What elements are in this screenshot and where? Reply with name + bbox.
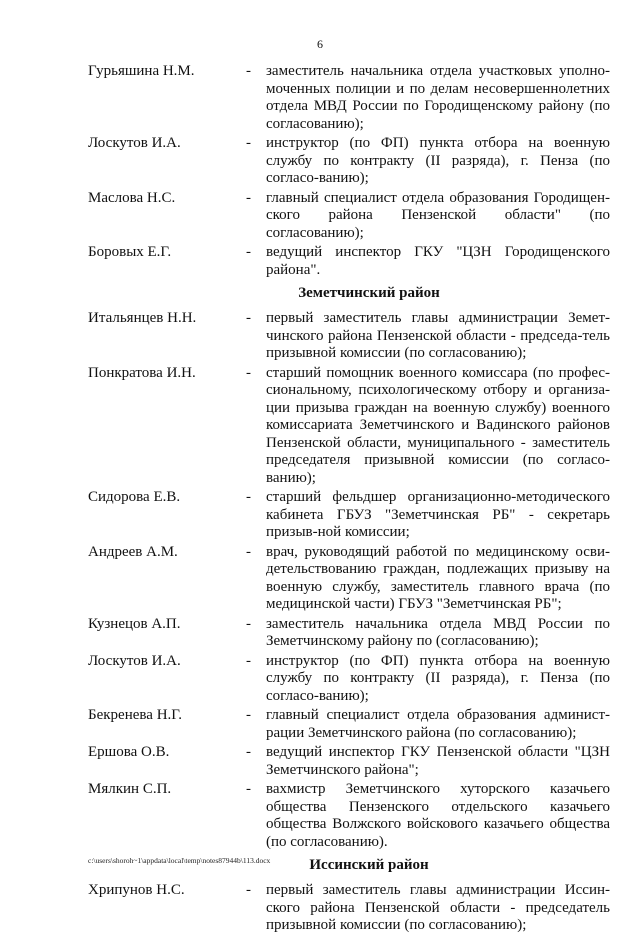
member-name: Кузнецов А.П.: [88, 615, 181, 632]
member-name: Гурьяшина Н.М.: [88, 63, 195, 79]
dash-separator: -: [246, 882, 251, 898]
member-position: старший фельдшер организационно-методического кабинета ГБУЗ "Земетчинская РБ" - секретарь призыв-ной комиссии;: [266, 489, 610, 540]
document-path-footer: c:\users\shoroh~1\appdata\local\temp\notes87944b\113.docx: [88, 856, 271, 865]
member-row: [88, 544, 610, 614]
member-row: [88, 616, 610, 651]
member-position: ведущий инспектор ГКУ "ЦЗН Городищенского района".: [266, 244, 610, 278]
member-row: [88, 653, 610, 706]
district-heading: Иссинский район: [309, 857, 429, 873]
member-row: [88, 190, 610, 243]
dash-separator: -: [246, 189, 251, 206]
member-position: старший помощник военного комиссара (по профес-сиональному, психологическому отбору и организа-ции призыва граждан на военную службу) военного комиссариата Земетчинского и Вадинского районов Пензенской области, муниципального - заместитель председателя призывной комиссии (по согласо-ванию);: [266, 364, 610, 486]
dash-separator: -: [246, 652, 251, 669]
dash-separator: -: [246, 310, 251, 326]
member-position: ведущий инспектор ГКУ Пензенской области "ЦЗН Земетчинского района";: [266, 744, 610, 778]
member-row: [88, 882, 610, 935]
member-row: [88, 781, 610, 851]
member-row: [88, 244, 610, 279]
dash-separator: -: [246, 135, 251, 151]
dash-separator: -: [246, 744, 251, 760]
member-name: Сидорова Е.В.: [88, 489, 181, 505]
member-row: [88, 135, 610, 188]
member-name: Мялкин С.П.: [88, 781, 172, 797]
member-position: заместитель начальника отдела МВД России по Земетчинскому району по (согласованию);: [266, 615, 610, 649]
dash-separator: -: [246, 707, 251, 723]
dash-separator: -: [246, 63, 251, 79]
member-position: первый заместитель главы администрации Земет-чинского района Пензенской области - председа-тель призывной комиссии (по согласованию);: [266, 310, 610, 361]
member-name: Боровых Е.Г.: [88, 244, 172, 260]
member-row: [88, 489, 610, 542]
page-number: 6: [317, 37, 323, 51]
district-heading: Земетчинский район: [298, 285, 440, 301]
member-name: Маслова Н.С.: [88, 189, 176, 206]
member-row: [88, 63, 610, 133]
commission-list: [88, 63, 610, 937]
dash-separator: -: [246, 543, 251, 560]
member-name: Андреев А.М.: [88, 543, 178, 560]
member-position: первый заместитель главы администрации Иссин-ского района Пензенской области - председатель призывной комиссии (по согласованию);: [266, 882, 610, 933]
dash-separator: -: [246, 244, 251, 260]
member-row: [88, 310, 610, 363]
dash-separator: -: [246, 615, 251, 632]
member-position: вахмистр Земетчинского хуторского казачьего общества Пензенского отдельского казачьего общества Волжского войскового казачьего общества (по согласованию).: [266, 781, 610, 850]
member-name: Итальянцев Н.Н.: [88, 310, 197, 326]
member-name: Понкратова И.Н.: [88, 364, 196, 381]
member-row: [88, 744, 610, 779]
dash-separator: -: [246, 781, 251, 797]
member-row: [88, 707, 610, 742]
dash-separator: -: [246, 364, 251, 381]
dash-separator: -: [246, 489, 251, 505]
member-position: заместитель начальника отдела участковых уполно-моченных полиции и по делам несовершеннолетних отдела МВД России по Городищенскому району (по согласованию);: [266, 63, 610, 132]
member-position: главный специалист отдела образования Городищен-ского района Пензенской области" (по согласованию);: [266, 189, 610, 241]
member-name: Лоскутов И.А.: [88, 652, 181, 669]
member-name: Хрипунов Н.С.: [88, 882, 185, 898]
member-name: Бекренева Н.Г.: [88, 707, 183, 723]
member-row: [88, 365, 610, 488]
member-position: инструктор (по ФП) пункта отбора на военную службу по контракту (II разряда), г. Пенза (по согласо-ванию);: [266, 652, 610, 704]
member-name: Ершова О.В.: [88, 744, 170, 760]
member-position: главный специалист отдела образования админист-рации Земетчинского района (по согласованию);: [266, 707, 610, 741]
member-position: инструктор (по ФП) пункта отбора на военную службу по контракту (II разряда), г. Пенза (по согласо-ванию);: [266, 135, 610, 186]
member-name: Лоскутов И.А.: [88, 135, 181, 151]
member-position: врач, руководящий работой по медицинскому осви-детельствованию граждан, подлежащих призыву на военную службу, заместитель главного врача (по медицинской части) ГБУЗ "Земетчинская РБ";: [266, 543, 610, 612]
